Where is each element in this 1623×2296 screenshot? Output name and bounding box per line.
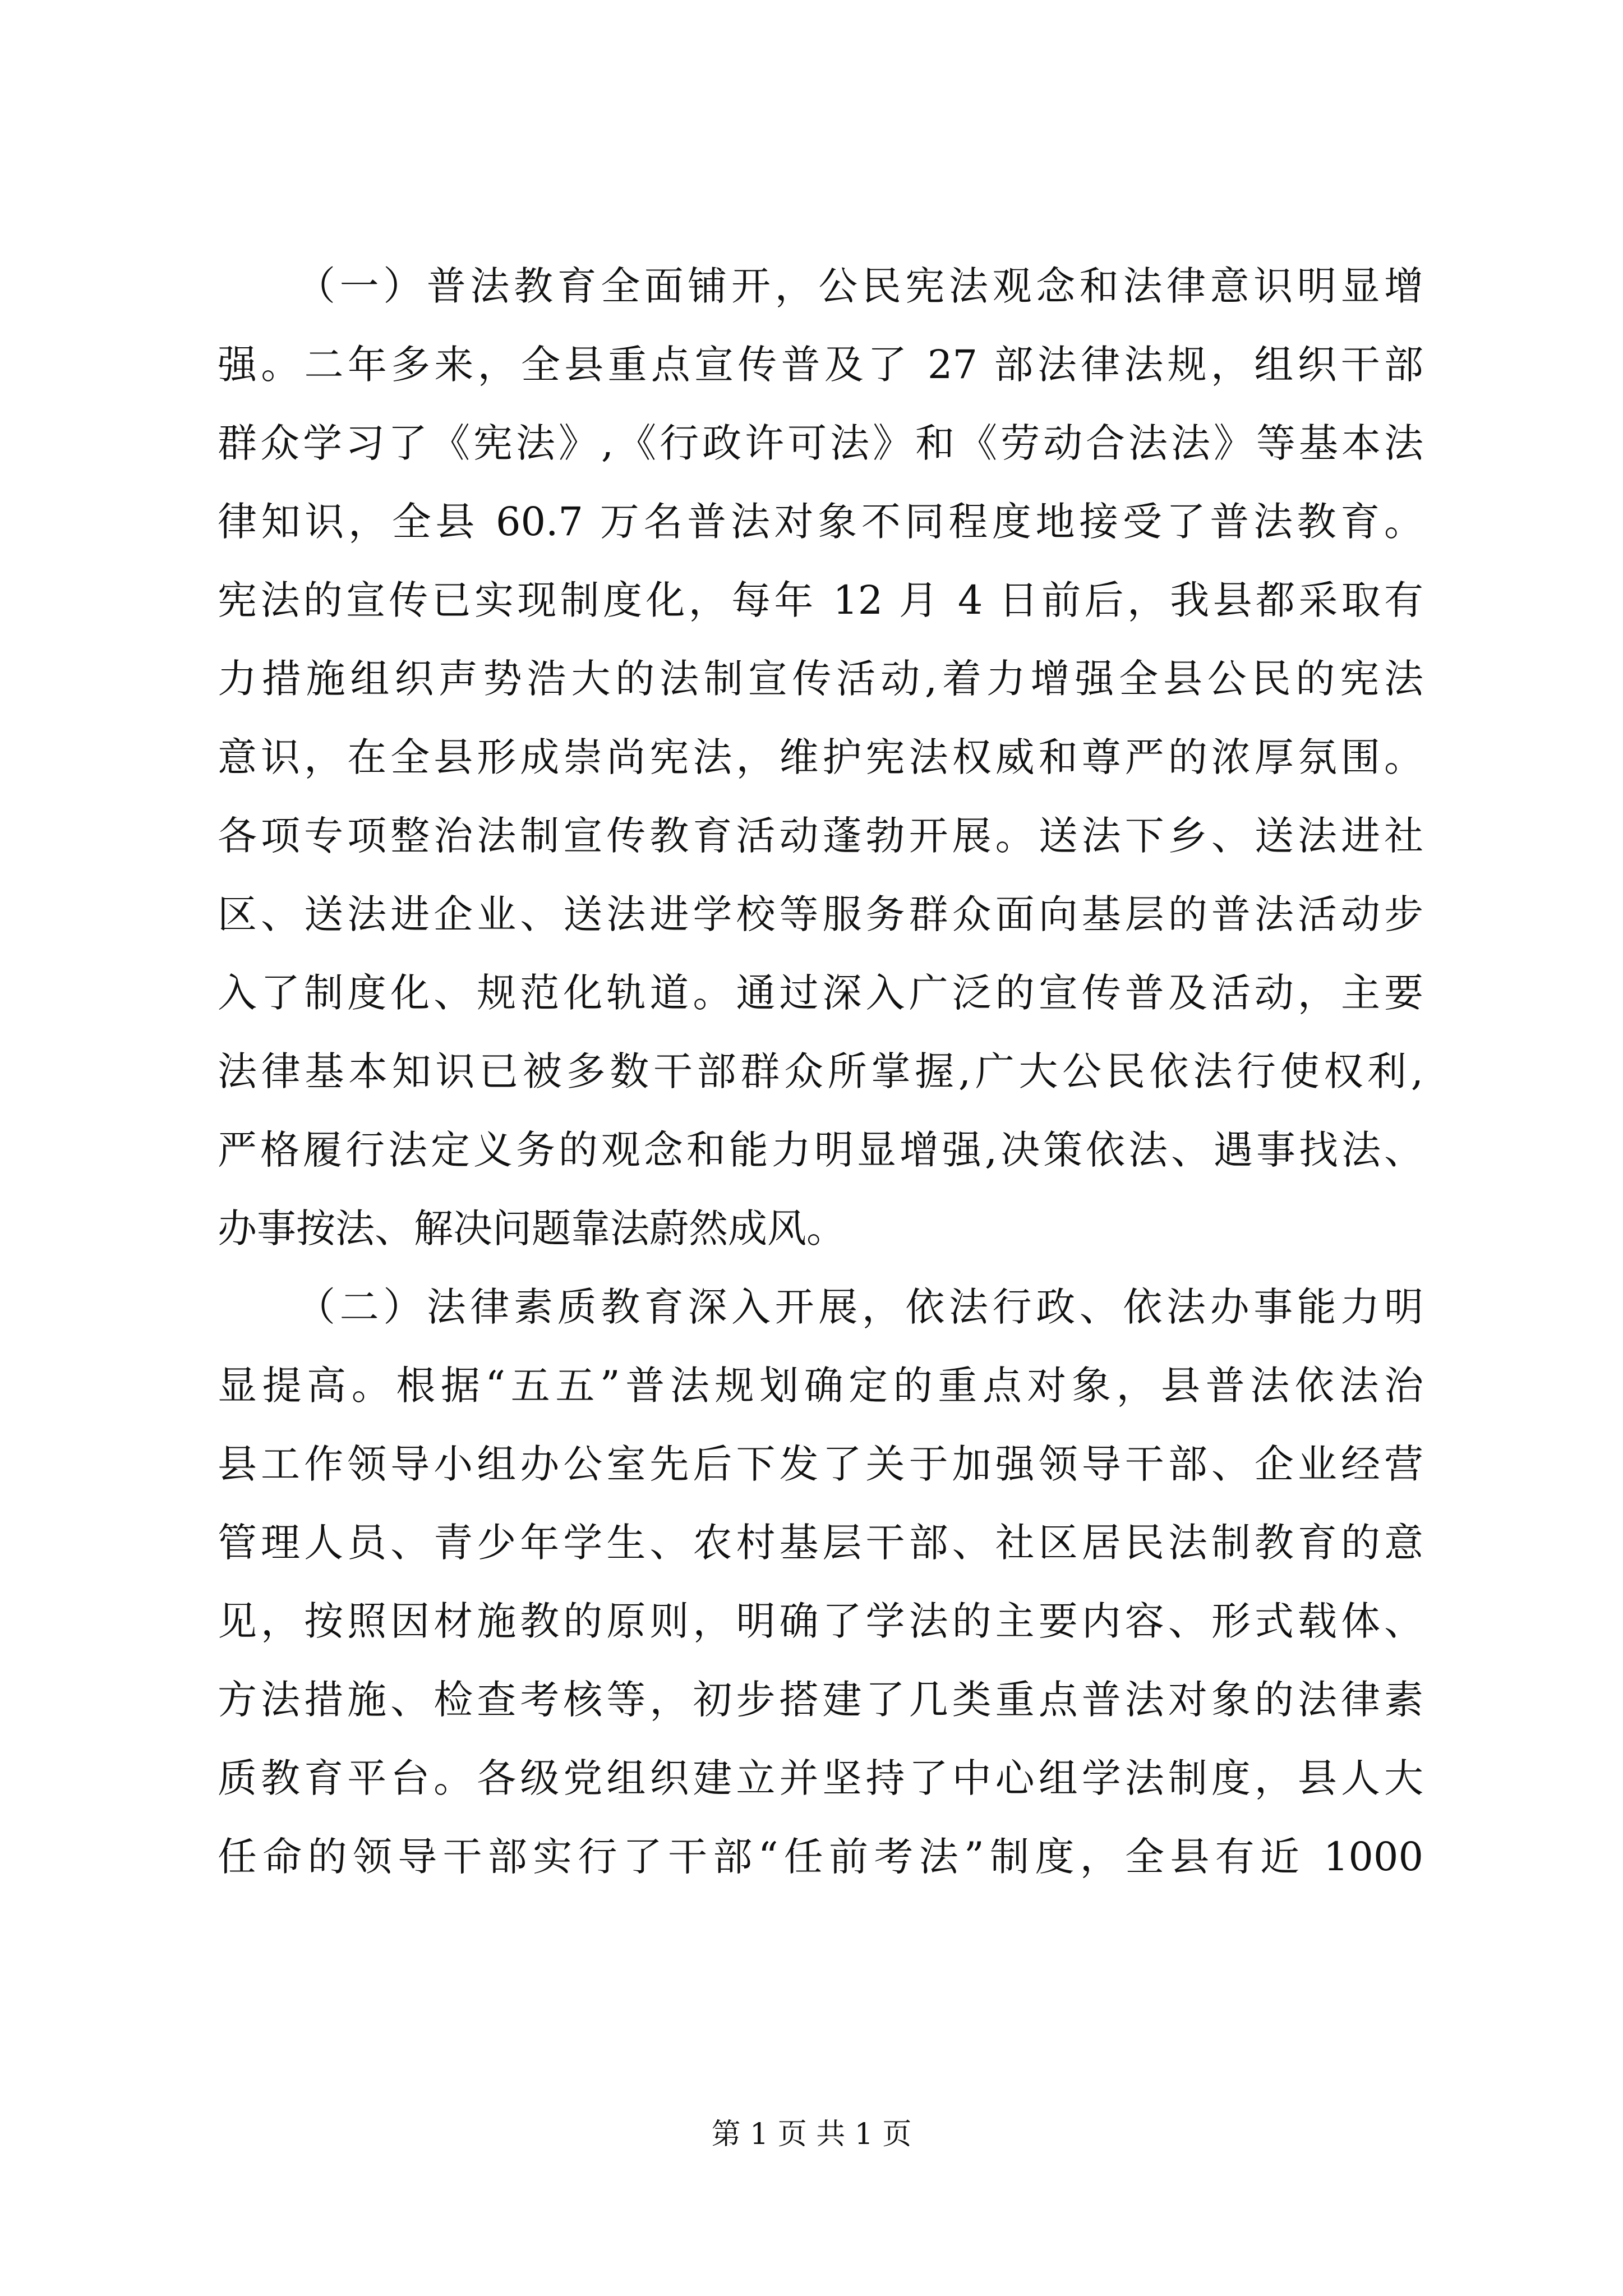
text-line: 律知识，全县 60.7 万名普法对象不同程度地接受了普法教育。 [218,499,1423,545]
text-line: 宪法的宣传已实现制度化，每年 12 月 4 日前后，我县都采取有 [218,577,1423,623]
text-line: 意识，在全县形成崇尚宪法，维护宪法权威和尊严的浓厚氛围。 [218,734,1423,780]
page-number-label: 第 1 页 共 1 页 [711,2118,912,2151]
text-line: （一）普法教育全面铺开，公民宪法观念和法律意识明显增 [296,263,1423,309]
paragraph-1 [218,247,1423,1268]
document-body [218,247,1423,1896]
paragraph-2 [218,1268,1423,1896]
text-line: 显提高。根据“五五”普法规划确定的重点对象，县普法依法治 [218,1363,1423,1409]
text-line: 质教育平台。各级党组织建立并坚持了中心组学法制度，县人大 [218,1755,1423,1801]
text-line: 管理人员、青少年学生、农村基层干部、社区居民法制教育的意 [218,1520,1423,1566]
page-footer [0,2115,1623,2154]
text-line: 力措施组织声势浩大的法制宣传活动,着力增强全县公民的宪法 [218,656,1423,702]
text-line: 法律基本知识已被多数干部群众所掌握,广大公民依法行使权利, [218,1048,1423,1094]
text-line: （二）法律素质教育深入开展，依法行政、依法办事能力明 [296,1284,1423,1330]
text-line: 方法措施、检查考核等，初步搭建了几类重点普法对象的法律素 [218,1677,1423,1723]
text-line: 强。二年多来，全县重点宣传普及了 27 部法律法规，组织干部 [218,342,1423,388]
text-line: 区、送法进企业、送法进学校等服务群众面向基层的普法活动步 [218,891,1423,937]
text-line: 群众学习了《宪法》,《行政许可法》和《劳动合法法》等基本法 [218,420,1423,466]
text-line: 严格履行法定义务的观念和能力明显增强,决策依法、遇事找法、 [218,1127,1423,1173]
text-line: 县工作领导小组办公室先后下发了关于加强领导干部、企业经营 [218,1441,1423,1487]
text-line: 各项专项整治法制宣传教育活动蓬勃开展。送法下乡、送法进社 [218,813,1423,859]
text-line: 任命的领导干部实行了干部“任前考法”制度，全县有近 1000 [218,1834,1423,1880]
text-line: 入了制度化、规范化轨道。通过深入广泛的宣传普及活动，主要 [218,970,1423,1016]
text-line: 见，按照因材施教的原则，明确了学法的主要内容、形式载体、 [218,1598,1423,1644]
text-line: 办事按法、解决问题靠法蔚然成风。 [218,1205,846,1251]
